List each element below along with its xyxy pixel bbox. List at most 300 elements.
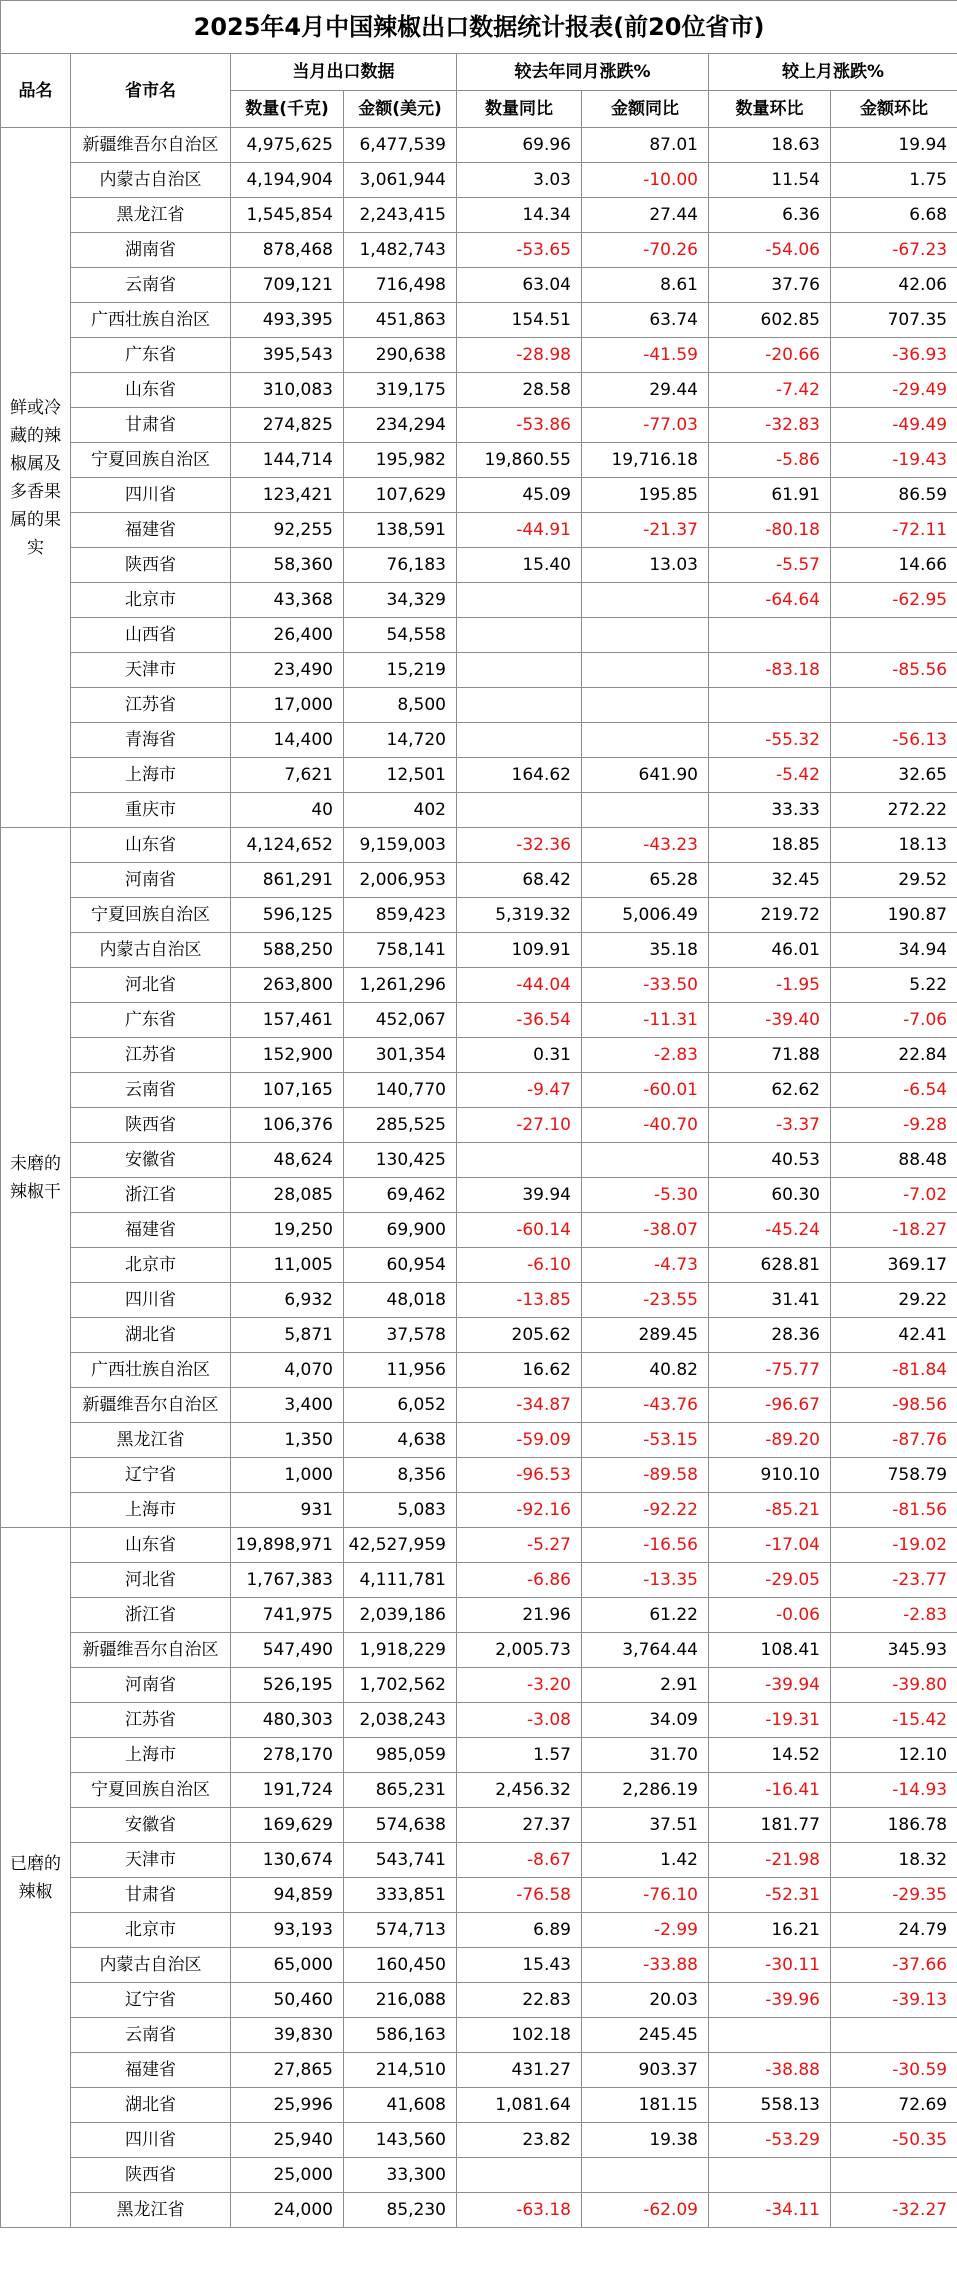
qty-yoy-cell: 2,005.73 [457, 1633, 582, 1668]
amt-cell: 33,300 [344, 2158, 457, 2193]
amt-yoy-cell: -13.35 [582, 1563, 709, 1598]
table-row [1, 1703, 957, 1738]
qty-cell: 27,865 [231, 2053, 344, 2088]
amt-yoy-cell: 19,716.18 [582, 443, 709, 478]
amt-mom-cell: -39.80 [831, 1668, 957, 1703]
qty-cell: 17,000 [231, 688, 344, 723]
amt-cell: 452,067 [344, 1003, 457, 1038]
amt-cell: 859,423 [344, 898, 457, 933]
table-row [1, 618, 957, 653]
amt-cell: 37,578 [344, 1318, 457, 1353]
amt-mom-cell: -62.95 [831, 583, 957, 618]
table-row [1, 1423, 957, 1458]
qty-yoy-cell: 69.96 [457, 128, 582, 163]
amt-cell: 140,770 [344, 1073, 457, 1108]
amt-cell: 48,018 [344, 1283, 457, 1318]
qty-mom-cell: 910.10 [709, 1458, 831, 1493]
amt-mom-cell: -7.06 [831, 1003, 957, 1038]
qty-mom-cell: -38.88 [709, 2053, 831, 2088]
header-qty-yoy: 数量同比 [457, 91, 582, 128]
qty-mom-cell: -17.04 [709, 1528, 831, 1563]
amt-cell: 2,243,415 [344, 198, 457, 233]
amt-yoy-cell: 37.51 [582, 1808, 709, 1843]
qty-mom-cell: -85.21 [709, 1493, 831, 1528]
qty-mom-cell: 18.85 [709, 828, 831, 863]
qty-cell: 4,194,904 [231, 163, 344, 198]
amt-mom-cell: 42.06 [831, 268, 957, 303]
table-row [1, 1143, 957, 1178]
province-cell: 云南省 [71, 2018, 231, 2053]
qty-cell: 274,825 [231, 408, 344, 443]
amt-yoy-cell: 31.70 [582, 1738, 709, 1773]
amt-mom-cell: -15.42 [831, 1703, 957, 1738]
table-row [1, 688, 957, 723]
province-cell: 云南省 [71, 268, 231, 303]
qty-cell: 1,000 [231, 1458, 344, 1493]
qty-cell: 19,898,971 [231, 1528, 344, 1563]
qty-yoy-cell: 63.04 [457, 268, 582, 303]
qty-mom-cell: 61.91 [709, 478, 831, 513]
province-cell: 上海市 [71, 1493, 231, 1528]
amt-mom-cell: -30.59 [831, 2053, 957, 2088]
amt-cell: 985,059 [344, 1738, 457, 1773]
qty-mom-cell: -34.11 [709, 2193, 831, 2228]
table-row [1, 513, 957, 548]
amt-cell: 15,219 [344, 653, 457, 688]
table-row [1, 548, 957, 583]
qty-yoy-cell: -6.86 [457, 1563, 582, 1598]
amt-mom-cell: -85.56 [831, 653, 957, 688]
amt-mom-cell: -81.84 [831, 1353, 957, 1388]
qty-cell: 6,932 [231, 1283, 344, 1318]
qty-mom-cell: 219.72 [709, 898, 831, 933]
qty-mom-cell: 181.77 [709, 1808, 831, 1843]
province-cell: 上海市 [71, 1738, 231, 1773]
header-amt-mom: 金额环比 [831, 91, 957, 128]
province-cell: 内蒙古自治区 [71, 933, 231, 968]
amt-yoy-cell [582, 1143, 709, 1178]
amt-cell: 574,713 [344, 1913, 457, 1948]
province-cell: 内蒙古自治区 [71, 163, 231, 198]
qty-yoy-cell: 154.51 [457, 303, 582, 338]
amt-cell: 301,354 [344, 1038, 457, 1073]
amt-cell: 214,510 [344, 2053, 457, 2088]
amt-yoy-cell: -77.03 [582, 408, 709, 443]
qty-cell: 123,421 [231, 478, 344, 513]
table-row [1, 1213, 957, 1248]
qty-cell: 596,125 [231, 898, 344, 933]
amt-yoy-cell: 2,286.19 [582, 1773, 709, 1808]
amt-cell: 586,163 [344, 2018, 457, 2053]
table-row [1, 1983, 957, 2018]
qty-yoy-cell [457, 653, 582, 688]
table-row [1, 1178, 957, 1213]
qty-yoy-cell: 16.62 [457, 1353, 582, 1388]
qty-cell: 19,250 [231, 1213, 344, 1248]
qty-cell: 547,490 [231, 1633, 344, 1668]
amt-mom-cell: 18.32 [831, 1843, 957, 1878]
qty-cell: 11,005 [231, 1248, 344, 1283]
province-cell: 福建省 [71, 2053, 231, 2088]
category-cell: 鲜或冷藏的辣椒属及多香果属的果实 [1, 128, 71, 828]
qty-yoy-cell: 68.42 [457, 863, 582, 898]
province-cell: 辽宁省 [71, 1458, 231, 1493]
province-cell: 重庆市 [71, 793, 231, 828]
qty-mom-cell: -80.18 [709, 513, 831, 548]
qty-yoy-cell: -96.53 [457, 1458, 582, 1493]
qty-cell: 169,629 [231, 1808, 344, 1843]
province-cell: 辽宁省 [71, 1983, 231, 2018]
qty-cell: 878,468 [231, 233, 344, 268]
table-row [1, 1668, 957, 1703]
table-row [1, 968, 957, 1003]
amt-mom-cell: -29.49 [831, 373, 957, 408]
amt-yoy-cell [582, 723, 709, 758]
header-amt-yoy: 金额同比 [582, 91, 709, 128]
amt-yoy-cell: -92.22 [582, 1493, 709, 1528]
province-cell: 四川省 [71, 1283, 231, 1318]
province-cell: 北京市 [71, 1248, 231, 1283]
qty-mom-cell: 628.81 [709, 1248, 831, 1283]
table-row [1, 898, 957, 933]
amt-cell: 8,500 [344, 688, 457, 723]
amt-mom-cell: -2.83 [831, 1598, 957, 1633]
amt-yoy-cell: -33.50 [582, 968, 709, 1003]
amt-cell: 14,720 [344, 723, 457, 758]
amt-yoy-cell: -89.58 [582, 1458, 709, 1493]
province-cell: 江苏省 [71, 688, 231, 723]
qty-cell: 106,376 [231, 1108, 344, 1143]
qty-mom-cell: 14.52 [709, 1738, 831, 1773]
amt-mom-cell [831, 688, 957, 723]
table-row [1, 233, 957, 268]
qty-mom-cell: -54.06 [709, 233, 831, 268]
qty-mom-cell: -96.67 [709, 1388, 831, 1423]
amt-yoy-cell: 903.37 [582, 2053, 709, 2088]
amt-cell: 41,608 [344, 2088, 457, 2123]
qty-mom-cell: -83.18 [709, 653, 831, 688]
qty-yoy-cell: -3.20 [457, 1668, 582, 1703]
amt-yoy-cell: -2.99 [582, 1913, 709, 1948]
table-row [1, 1878, 957, 1913]
amt-cell: 216,088 [344, 1983, 457, 2018]
table-row [1, 1738, 957, 1773]
amt-cell: 1,702,562 [344, 1668, 457, 1703]
amt-yoy-cell: 3,764.44 [582, 1633, 709, 1668]
qty-yoy-cell: 39.94 [457, 1178, 582, 1213]
amt-mom-cell: 758.79 [831, 1458, 957, 1493]
amt-cell: 138,591 [344, 513, 457, 548]
amt-cell: 2,038,243 [344, 1703, 457, 1738]
table-row [1, 1388, 957, 1423]
province-cell: 四川省 [71, 478, 231, 513]
amt-mom-cell: 1.75 [831, 163, 957, 198]
amt-mom-cell: 86.59 [831, 478, 957, 513]
qty-mom-cell: -5.86 [709, 443, 831, 478]
amt-yoy-cell: 289.45 [582, 1318, 709, 1353]
qty-yoy-cell: 27.37 [457, 1808, 582, 1843]
amt-mom-cell: -56.13 [831, 723, 957, 758]
table-row [1, 268, 957, 303]
province-cell: 浙江省 [71, 1598, 231, 1633]
qty-mom-cell: -52.31 [709, 1878, 831, 1913]
qty-mom-cell: 46.01 [709, 933, 831, 968]
province-cell: 新疆维吾尔自治区 [71, 1388, 231, 1423]
qty-cell: 191,724 [231, 1773, 344, 1808]
amt-cell: 54,558 [344, 618, 457, 653]
amt-cell: 34,329 [344, 583, 457, 618]
amt-mom-cell: -37.66 [831, 1948, 957, 1983]
amt-yoy-cell: 181.15 [582, 2088, 709, 2123]
qty-cell: 48,624 [231, 1143, 344, 1178]
amt-cell: 2,006,953 [344, 863, 457, 898]
amt-yoy-cell: 195.85 [582, 478, 709, 513]
qty-yoy-cell: -53.65 [457, 233, 582, 268]
qty-cell: 5,871 [231, 1318, 344, 1353]
amt-cell: 42,527,959 [344, 1528, 457, 1563]
amt-yoy-cell: -23.55 [582, 1283, 709, 1318]
province-cell: 湖南省 [71, 233, 231, 268]
amt-mom-cell: 190.87 [831, 898, 957, 933]
table-row [1, 1528, 957, 1563]
amt-mom-cell [831, 2158, 957, 2193]
amt-cell: 402 [344, 793, 457, 828]
amt-yoy-cell [582, 688, 709, 723]
province-cell: 北京市 [71, 583, 231, 618]
amt-cell: 195,982 [344, 443, 457, 478]
province-cell: 陕西省 [71, 1108, 231, 1143]
amt-cell: 543,741 [344, 1843, 457, 1878]
qty-mom-cell: -5.57 [709, 548, 831, 583]
province-cell: 湖北省 [71, 2088, 231, 2123]
qty-mom-cell: 11.54 [709, 163, 831, 198]
amt-mom-cell: 29.52 [831, 863, 957, 898]
qty-mom-cell: -45.24 [709, 1213, 831, 1248]
qty-yoy-cell [457, 1143, 582, 1178]
amt-mom-cell: -7.02 [831, 1178, 957, 1213]
qty-cell: 4,975,625 [231, 128, 344, 163]
qty-mom-cell: 60.30 [709, 1178, 831, 1213]
qty-yoy-cell: 431.27 [457, 2053, 582, 2088]
amt-yoy-cell: 40.82 [582, 1353, 709, 1388]
qty-mom-cell: -20.66 [709, 338, 831, 373]
table-row [1, 373, 957, 408]
qty-mom-cell: 31.41 [709, 1283, 831, 1318]
qty-yoy-cell: 6.89 [457, 1913, 582, 1948]
table-row [1, 653, 957, 688]
table-row [1, 793, 957, 828]
qty-cell: 28,085 [231, 1178, 344, 1213]
amt-yoy-cell [582, 653, 709, 688]
province-cell: 山西省 [71, 618, 231, 653]
province-cell: 天津市 [71, 653, 231, 688]
amt-mom-cell: 272.22 [831, 793, 957, 828]
qty-yoy-cell: 0.31 [457, 1038, 582, 1073]
qty-yoy-cell: -44.91 [457, 513, 582, 548]
qty-cell: 395,543 [231, 338, 344, 373]
qty-mom-cell: 108.41 [709, 1633, 831, 1668]
amt-mom-cell: 345.93 [831, 1633, 957, 1668]
qty-mom-cell: -3.37 [709, 1108, 831, 1143]
qty-cell: 1,545,854 [231, 198, 344, 233]
amt-cell: 451,863 [344, 303, 457, 338]
qty-cell: 39,830 [231, 2018, 344, 2053]
qty-cell: 50,460 [231, 1983, 344, 2018]
amt-cell: 4,638 [344, 1423, 457, 1458]
qty-yoy-cell: 19,860.55 [457, 443, 582, 478]
qty-mom-cell: 62.62 [709, 1073, 831, 1108]
qty-yoy-cell: 109.91 [457, 933, 582, 968]
province-cell: 新疆维吾尔自治区 [71, 128, 231, 163]
qty-cell: 43,368 [231, 583, 344, 618]
table-row [1, 1598, 957, 1633]
qty-cell: 92,255 [231, 513, 344, 548]
province-cell: 广西壮族自治区 [71, 303, 231, 338]
province-cell: 内蒙古自治区 [71, 1948, 231, 1983]
header-category: 品名 [1, 54, 71, 128]
amt-mom-cell: 186.78 [831, 1808, 957, 1843]
table-row [1, 2158, 957, 2193]
province-cell: 宁夏回族自治区 [71, 443, 231, 478]
province-cell: 河南省 [71, 1668, 231, 1703]
amt-yoy-cell: 13.03 [582, 548, 709, 583]
qty-yoy-cell: -3.08 [457, 1703, 582, 1738]
province-cell: 湖北省 [71, 1318, 231, 1353]
amt-mom-cell: -81.56 [831, 1493, 957, 1528]
table-row [1, 1003, 957, 1038]
amt-mom-cell: -36.93 [831, 338, 957, 373]
qty-yoy-cell: 102.18 [457, 2018, 582, 2053]
qty-mom-cell [709, 688, 831, 723]
province-cell: 新疆维吾尔自治区 [71, 1633, 231, 1668]
amt-yoy-cell: 65.28 [582, 863, 709, 898]
qty-cell: 4,124,652 [231, 828, 344, 863]
amt-mom-cell: 32.65 [831, 758, 957, 793]
amt-yoy-cell: -60.01 [582, 1073, 709, 1108]
category-cell: 未磨的辣椒干 [1, 828, 71, 1528]
qty-mom-cell: 28.36 [709, 1318, 831, 1353]
province-cell: 河北省 [71, 968, 231, 1003]
table-row [1, 1073, 957, 1108]
header-current: 当月出口数据 [231, 54, 457, 91]
qty-cell: 94,859 [231, 1878, 344, 1913]
qty-yoy-cell [457, 723, 582, 758]
qty-yoy-cell: 1,081.64 [457, 2088, 582, 2123]
province-cell: 上海市 [71, 758, 231, 793]
qty-cell: 4,070 [231, 1353, 344, 1388]
province-cell: 四川省 [71, 2123, 231, 2158]
amt-cell: 234,294 [344, 408, 457, 443]
amt-mom-cell: -87.76 [831, 1423, 957, 1458]
header-qty: 数量(千克) [231, 91, 344, 128]
qty-mom-cell: -39.94 [709, 1668, 831, 1703]
amt-cell: 160,450 [344, 1948, 457, 1983]
amt-mom-cell: 18.13 [831, 828, 957, 863]
qty-cell: 493,395 [231, 303, 344, 338]
amt-yoy-cell: 1.42 [582, 1843, 709, 1878]
qty-mom-cell: -5.42 [709, 758, 831, 793]
qty-yoy-cell: 28.58 [457, 373, 582, 408]
province-cell: 广东省 [71, 1003, 231, 1038]
amt-yoy-cell: -53.15 [582, 1423, 709, 1458]
page-title: 2025年4月中国辣椒出口数据统计报表(前20位省市) [1, 1, 957, 54]
amt-yoy-cell: 5,006.49 [582, 898, 709, 933]
table-row [1, 1353, 957, 1388]
amt-cell: 9,159,003 [344, 828, 457, 863]
province-cell: 黑龙江省 [71, 2193, 231, 2228]
qty-cell: 58,360 [231, 548, 344, 583]
amt-yoy-cell: 34.09 [582, 1703, 709, 1738]
amt-yoy-cell [582, 618, 709, 653]
amt-mom-cell: -72.11 [831, 513, 957, 548]
category-cell: 已磨的辣椒 [1, 1528, 71, 2228]
province-cell: 黑龙江省 [71, 1423, 231, 1458]
amt-mom-cell: -19.02 [831, 1528, 957, 1563]
qty-mom-cell: -0.06 [709, 1598, 831, 1633]
qty-cell: 278,170 [231, 1738, 344, 1773]
qty-cell: 1,350 [231, 1423, 344, 1458]
amt-yoy-cell: -4.73 [582, 1248, 709, 1283]
amt-cell: 60,954 [344, 1248, 457, 1283]
amt-mom-cell [831, 2018, 957, 2053]
amt-mom-cell: 369.17 [831, 1248, 957, 1283]
qty-cell: 24,000 [231, 2193, 344, 2228]
province-cell: 山东省 [71, 373, 231, 408]
table-row [1, 2123, 957, 2158]
qty-yoy-cell: -27.10 [457, 1108, 582, 1143]
amt-mom-cell: -9.28 [831, 1108, 957, 1143]
qty-cell: 157,461 [231, 1003, 344, 1038]
qty-mom-cell: -7.42 [709, 373, 831, 408]
qty-yoy-cell: -53.86 [457, 408, 582, 443]
amt-cell: 574,638 [344, 1808, 457, 1843]
amt-yoy-cell: -41.59 [582, 338, 709, 373]
province-cell: 北京市 [71, 1913, 231, 1948]
amt-cell: 2,039,186 [344, 1598, 457, 1633]
province-cell: 甘肃省 [71, 408, 231, 443]
table-row [1, 1038, 957, 1073]
amt-cell: 5,083 [344, 1493, 457, 1528]
qty-cell: 263,800 [231, 968, 344, 1003]
qty-mom-cell: -39.96 [709, 1983, 831, 2018]
qty-mom-cell: 32.45 [709, 863, 831, 898]
province-cell: 福建省 [71, 513, 231, 548]
qty-cell: 931 [231, 1493, 344, 1528]
amt-mom-cell: 22.84 [831, 1038, 957, 1073]
amt-cell: 69,900 [344, 1213, 457, 1248]
amt-cell: 4,111,781 [344, 1563, 457, 1598]
qty-yoy-cell: -5.27 [457, 1528, 582, 1563]
province-cell: 陕西省 [71, 2158, 231, 2193]
amt-cell: 1,918,229 [344, 1633, 457, 1668]
header-qty-mom: 数量环比 [709, 91, 831, 128]
qty-mom-cell: -1.95 [709, 968, 831, 1003]
amt-mom-cell: 34.94 [831, 933, 957, 968]
amt-yoy-cell: 27.44 [582, 198, 709, 233]
amt-cell: 290,638 [344, 338, 457, 373]
amt-mom-cell: -98.56 [831, 1388, 957, 1423]
table-row [1, 1318, 957, 1353]
amt-mom-cell: -19.43 [831, 443, 957, 478]
amt-cell: 107,629 [344, 478, 457, 513]
qty-yoy-cell: 164.62 [457, 758, 582, 793]
qty-mom-cell: 6.36 [709, 198, 831, 233]
amt-cell: 716,498 [344, 268, 457, 303]
qty-mom-cell: 18.63 [709, 128, 831, 163]
qty-yoy-cell: 2,456.32 [457, 1773, 582, 1808]
table-row [1, 2088, 957, 2123]
amt-yoy-cell [582, 793, 709, 828]
